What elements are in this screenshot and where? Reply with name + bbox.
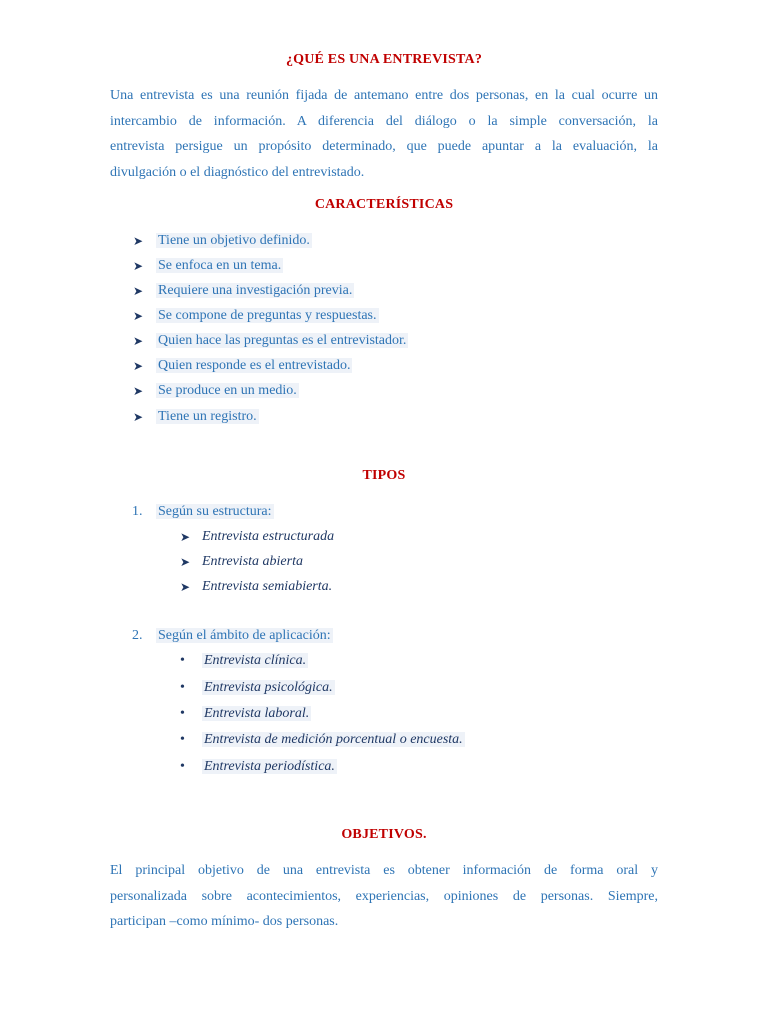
arrow-right-icon: ➤ (133, 384, 144, 398)
list-item-text: Se compone de preguntas y respuestas. (158, 308, 377, 323)
intro-line-2: intercambio de información. A diferencia del diálogo o la simple conversación, la (110, 113, 658, 129)
dot-icon: • (180, 706, 185, 721)
dot-icon: • (180, 653, 185, 668)
list-item (133, 380, 299, 402)
sub-list-item-text: Entrevista estructurada (202, 529, 335, 544)
intro-line-1: Una entrevista es una reunión fijada de antemano entre dos personas, en la cual ocurre un (110, 88, 658, 103)
sub-list-item (180, 576, 332, 598)
dot-icon: • (180, 759, 185, 774)
list-item-text: Se enfoca en un tema. (158, 258, 282, 273)
dot-icon: • (180, 732, 185, 747)
sub-list-item (180, 526, 334, 548)
dot-icon: • (180, 680, 185, 695)
objetivos-heading: OBJETIVOS. (341, 827, 427, 842)
arrow-right-icon: ➤ (133, 259, 144, 273)
list-item-text: Se produce en un medio. (158, 383, 297, 398)
arrow-right-icon: ➤ (133, 234, 144, 248)
list-item (133, 355, 352, 377)
objetivos-line-2: personalizada sobre acontecimientos, experiencias, opiniones de personas. Siempre, (110, 888, 658, 904)
intro-line-4: divulgación o el diagnóstico del entrevistado. (110, 164, 365, 180)
list-item (133, 305, 379, 327)
arrow-right-icon: ➤ (133, 410, 144, 424)
intro-line-3: entrevista persigue un propósito determinado, que puede apuntar a la evaluación, la (110, 139, 658, 154)
group-number: 1. (132, 504, 143, 519)
sub-list-item (180, 703, 311, 725)
sub-list-item-text: Entrevista psicológica. (204, 680, 333, 695)
arrow-right-icon: ➤ (133, 284, 144, 298)
sub-list-item-text: Entrevista abierta (202, 554, 303, 569)
tipos-group-2 (132, 625, 333, 647)
tipos-group-1 (132, 501, 274, 523)
sub-list-item-text: Entrevista laboral. (204, 706, 310, 721)
arrow-right-icon: ➤ (180, 555, 191, 569)
list-item-text: Tiene un registro. (158, 409, 257, 424)
list-item (133, 230, 312, 252)
list-item (133, 280, 354, 302)
main-title: ¿QUÉ ES UNA ENTREVISTA? (285, 52, 483, 67)
sub-list-item-text: Entrevista semiabierta. (202, 579, 333, 594)
sub-list-item-text: Entrevista clínica. (204, 653, 307, 668)
sub-list-item (180, 551, 303, 573)
list-item (133, 330, 408, 352)
sub-list-item (180, 650, 308, 672)
list-item-text: Tiene un objetivo definido. (158, 233, 310, 248)
tipos-heading: TIPOS (362, 468, 406, 483)
group-label: Según su estructura: (158, 504, 272, 519)
list-item-text: Requiere una investigación previa. (158, 283, 353, 298)
intro-paragraph (110, 83, 658, 185)
arrow-right-icon: ➤ (133, 309, 144, 323)
sub-list-item (180, 677, 335, 699)
list-item (133, 406, 259, 428)
sub-list-item-text: Entrevista de medición porcentual o encuesta. (204, 732, 463, 747)
sub-list-item (180, 756, 337, 778)
caracteristicas-heading: CARACTERÍSTICAS (314, 197, 454, 212)
objetivos-paragraph (110, 858, 658, 935)
arrow-right-icon: ➤ (133, 334, 144, 348)
list-item (133, 255, 283, 277)
list-item-text: Quien hace las preguntas es el entrevistador. (158, 333, 407, 348)
objetivos-line-1: El principal objetivo de una entrevista es obtener información de forma oral y (110, 863, 658, 878)
list-item-text: Quien responde es el entrevistado. (158, 358, 351, 373)
sub-list-item (180, 729, 465, 751)
group-label: Según el ámbito de aplicación: (158, 628, 331, 643)
arrow-right-icon: ➤ (180, 580, 191, 594)
objetivos-line-3: participan –como mínimo- dos personas. (110, 914, 339, 929)
group-number: 2. (132, 628, 143, 643)
arrow-right-icon: ➤ (180, 530, 191, 544)
arrow-right-icon: ➤ (133, 359, 144, 373)
sub-list-item-text: Entrevista periodística. (204, 759, 335, 774)
